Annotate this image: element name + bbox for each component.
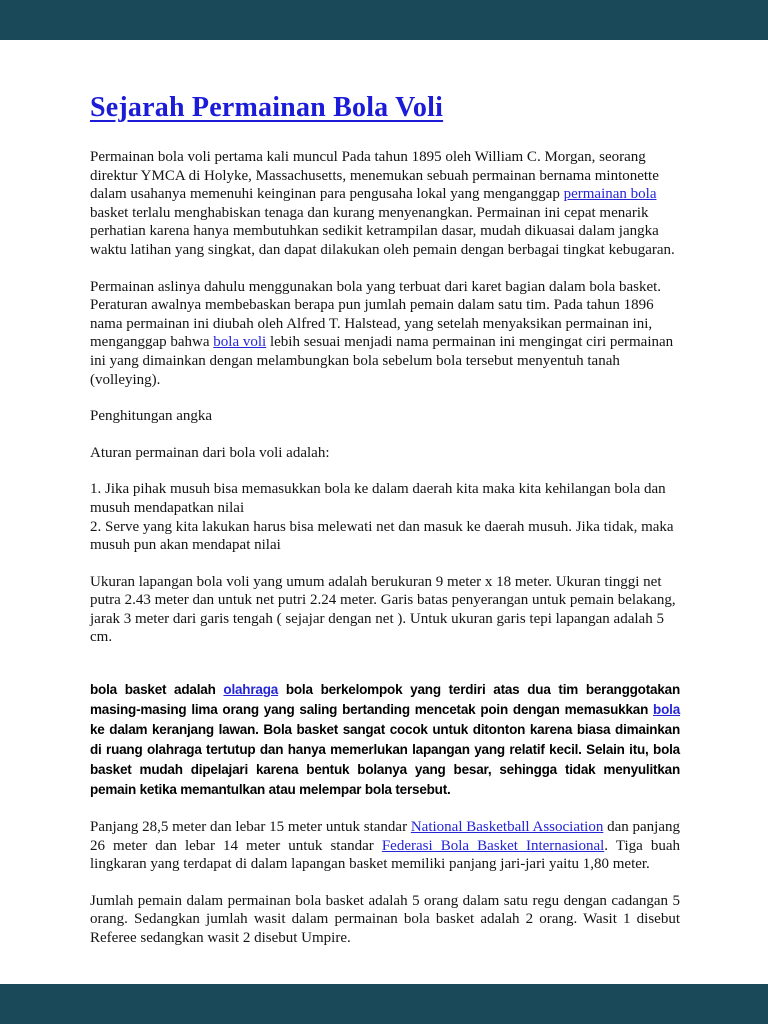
para-bola-basket-bold: bola basket adalah olahraga bola berkelompok yang terdiri atas dua tim beranggotakan masing-masing lima orang yang saling bertanding mencetak poin dengan memasukkan bola ke dalam keranjang lawan. Bola basket sangat cocok untuk ditonton karena biasa dimainkan di ruang olahraga tertutup dan hanya memerlukan lapangan yang relatif kecil. Selain itu, bola basket mudah dipelajari karena bentuk bolanya yang besar, sehingga tidak menyulitkan pemain ketika memantulkan atau melempar bola tersebut. [90,682,680,798]
top-letterbox-bar [0,0,768,40]
para-jumlah-pemain: Jumlah pemain dalam permainan bola basket adalah 5 orang dalam satu regu dengan cadangan 5 orang. Sedangkan jumlah wasit dalam permainan bola basket adalah 2 orang. Wasit 1 disebut Referee sedangkan wasit 2 disebut Umpire. [90,892,680,947]
hyperlink-permainan-bola[interactable]: permainan bola [563,186,657,203]
document-title: Sejarah Permainan Bola Voli [90,92,444,123]
para-ukuran-basket: Panjang 28,5 meter dan lebar 15 meter untuk standar National Basketball Association dan panjang 26 meter dan lebar 14 meter untuk standar Federasi Bola Basket Internasional. Tiga buah lingkaran yang terdapat di dalam lapangan basket memiliki panjang jari-jari yaitu 1,80 meter. [90,819,681,873]
hyperlink-national-basketball-association[interactable]: National Basketball Association [410,819,604,836]
heading-penghitungan-angka: Penghitungan angka [90,408,213,425]
para-ukuran-lapangan: Ukuran lapangan bola voli yang umum adalah berukuran 9 meter x 18 meter. Ukuran tinggi net putra 2.43 meter dan untuk net putri 2.24 meter. Garis batas penyerangan untuk pemain belakang, jarak 3 meter dari garis tengah ( sejajar dengan net ). Untuk ukuran garis tepi lapangan adalah 5 cm. [90,573,676,646]
hyperlink-bola[interactable]: bola [653,702,680,718]
rule-item-1: 1. Jika pihak musuh bisa memasukkan bola ke dalam daerah kita maka kita kehilangan bola dan musuh mendapatkan nilai [90,481,666,516]
rule-item-2: 2. Serve yang kita lakukan harus bisa melewati net dan masuk ke daerah musuh. Jika tidak, maka musuh pun akan mendapat nilai [90,518,674,554]
hyperlink-federasi-bola-basket-internasional[interactable]: Federasi Bola Basket Internasional [381,837,605,854]
para-sejarah-2: Permainan aslinya dahulu menggunakan bola yang terbuat dari karet bagian dalam bola basket. Peraturan awalnya membebaskan berapa pun jumlah pemain dalam satu tim. Pada tahun 1896 nama permainan ini diubah oleh Alfred T. Halstead, yang setelah menyaksikan permainan ini, menganggap bahwa bola voli lebih sesuai menjadi nama permainan ini mengingat ciri permainan ini yang dimainkan dengan melambungkan bola sebelum bola tersebut menyentuh tanah (volleying). [90,278,674,388]
document-body [90,148,680,948]
line-aturan-permainan: Aturan permainan dari bola voli adalah: [90,444,330,461]
hyperlink-bola-voli[interactable]: bola voli [213,334,267,351]
hyperlink-olahraga[interactable]: olahraga [223,682,279,698]
para-sejarah-1: Permainan bola voli pertama kali muncul Pada tahun 1895 oleh William C. Morgan, seorang direktur YMCA di Holyke, Massachusetts, menemukan sebuah permainan bernama mintonette dalam usahanya memenuhi keinginan para pengusaha lokal yang menganggap permainan bola basket terlalu menghabiskan tenaga dan kurang menyenangkan. Permainan ini cepat menarik perhatian karena hanya membutuhkan sedikit ketrampilan dasar, mudah dikuasai dalam jangka waktu latihan yang singkat, dan dapat dilakukan oleh pemain dengan berbagai tingkat kebugaran. [90,149,675,258]
document-page [0,40,768,984]
bottom-letterbox-bar [0,984,768,1024]
